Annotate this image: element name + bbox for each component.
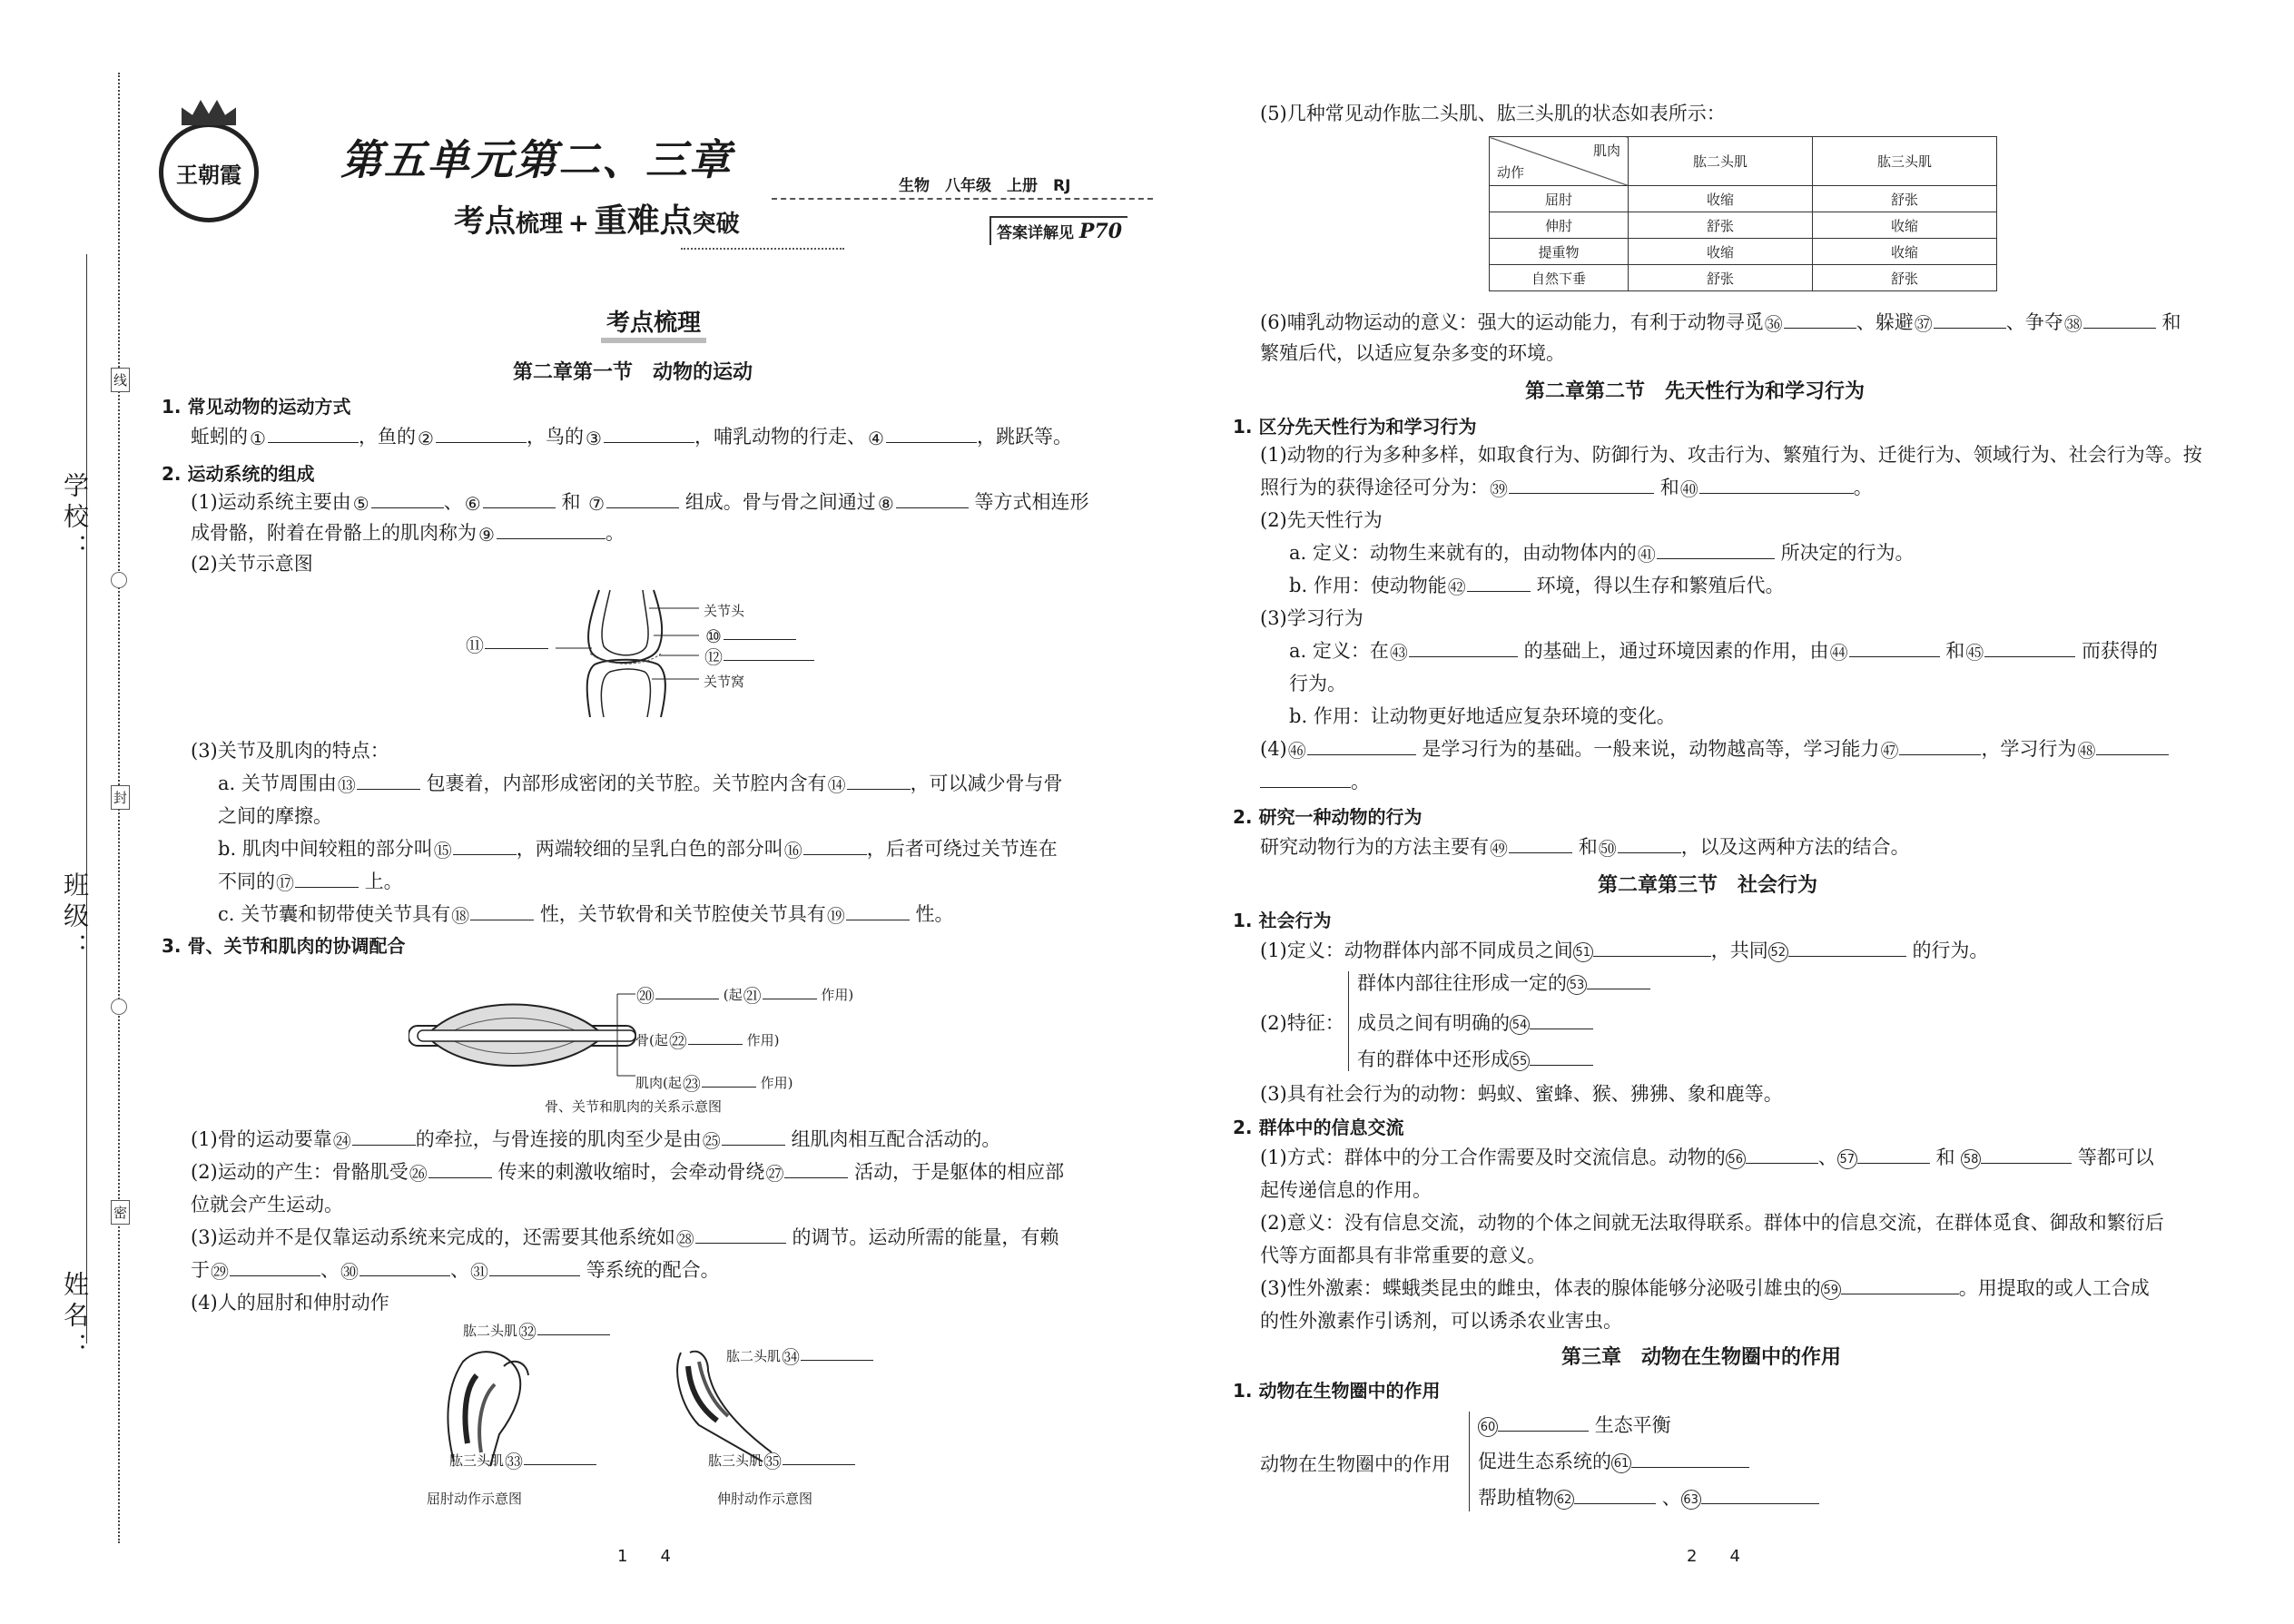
header-rule: [772, 198, 1153, 200]
heading-r3: 1. 社会行为: [1233, 910, 1332, 931]
muscle-state-table: 肌肉 动作 肱二头肌 肱三头肌 屈肘 收缩 舒张 伸肘 舒张 收缩 提重物 收缩 收缩 自然下垂 舒张 舒张: [1489, 136, 1997, 291]
answer-blank[interactable]: [606, 489, 679, 508]
answer-blank[interactable]: [1788, 938, 1906, 957]
brand-logo: [159, 123, 259, 222]
col-header: 肱三头肌: [1813, 137, 1997, 186]
answer-blank[interactable]: [688, 1031, 743, 1045]
answer-blank[interactable]: [886, 424, 977, 443]
answer-blank[interactable]: [470, 901, 534, 920]
divider-dots: [681, 248, 844, 250]
r-p6: (6)哺乳动物运动的意义：强大的运动能力，有利于动物寻觅㊱ 、躲避㊲ 、争夺㊳ 和: [1260, 311, 2181, 335]
q-line-3b: b. 肌肉中间较粗的部分叫⑮ ，两端较细的呈乳白色的部分叫⑯ ，后者可绕过关节连在: [218, 838, 1058, 861]
circled-number-icon: 56: [1726, 1149, 1746, 1169]
r-b3: (3)学习行为: [1260, 607, 1364, 629]
ornament-icon: [111, 572, 127, 588]
circled-number-icon: ㉘: [675, 1227, 694, 1250]
circled-number-icon: 60: [1478, 1417, 1498, 1437]
answer-blank[interactable]: [1981, 1145, 2072, 1164]
heading-1: 1. 常见动物的运动方式: [162, 396, 351, 418]
brace: [1469, 1412, 1475, 1511]
fig-label-20: ⑳ (起㉑ 作用): [636, 985, 854, 1007]
circled-number-icon: ㊳: [2063, 312, 2082, 335]
circled-number-icon: 54: [1510, 1015, 1530, 1035]
r-p5: (5)几种常见动作肱二头肌、肱三头肌的状态如表所示：: [1260, 103, 1726, 124]
brace: [1348, 971, 1354, 1071]
answer-blank[interactable]: [1618, 834, 1681, 853]
q-line-3c: c. 关节囊和韧带使关节具有⑱ 性，关节软骨和关节腔使关节具有⑲ 性。: [218, 903, 954, 927]
ext-caption: 伸肘动作示意图: [717, 1491, 813, 1507]
r-f-3: 帮助植物 62 、 63: [1478, 1484, 1819, 1511]
r-c1: 研究动物行为的方法主要有㊾ 和㊿ ，以及这两种方法的结合。: [1260, 836, 1910, 860]
q-line-2a: (1)运动系统主要由 ⑤ 、 ⑥ 和 ⑦ 组成。骨与骨之间通过 ⑧ 等方式相连形: [191, 491, 1089, 515]
circled-number-icon: ㉔: [332, 1129, 351, 1152]
page-number-left: 1 4: [617, 1547, 671, 1566]
answer-blank[interactable]: [352, 1127, 416, 1146]
answer-blank[interactable]: [359, 1257, 450, 1276]
answer-blank[interactable]: [604, 424, 694, 443]
joint-label-12: [704, 647, 814, 667]
school-label: 学校：: [60, 472, 90, 565]
circled-number-icon: 61: [1611, 1453, 1631, 1473]
answer-blank[interactable]: [655, 986, 719, 999]
circled-number-icon: ㊵: [1679, 477, 1698, 500]
answer-blank[interactable]: [784, 1159, 848, 1178]
name-label: 姓名：: [60, 1271, 90, 1363]
circled-number-icon: ⑥: [464, 492, 481, 515]
circled-number-icon: ⑤: [352, 492, 369, 515]
answer-blank[interactable]: [453, 836, 517, 855]
ext-triceps-label: 肱三头肌㉟: [708, 1451, 855, 1471]
answer-blank[interactable]: [1587, 970, 1650, 989]
q-line-3b2: 不同的⑰ 上。: [218, 871, 403, 894]
answer-blank[interactable]: [847, 771, 911, 790]
answer-blank[interactable]: [783, 1452, 855, 1465]
flex-triceps-label: 肱三头肌㉝: [449, 1451, 596, 1471]
circled-number-icon: ㊸: [1389, 641, 1408, 664]
circled-number-icon: ㊾: [1490, 837, 1508, 860]
heading-2: 2. 运动系统的组成: [162, 463, 315, 485]
r-d3: (3)具有社会行为的动物：蚂蚁、蜜蜂、猴、狒狒、象和鹿等。: [1260, 1083, 1783, 1105]
answer-blank[interactable]: [763, 986, 817, 999]
answer-blank[interactable]: [2096, 736, 2169, 755]
circled-number-icon: 53: [1567, 975, 1587, 995]
section-title: 考点梳理: [601, 304, 706, 343]
circled-number-icon: ②: [418, 427, 434, 449]
circled-number-icon: ㊺: [1965, 641, 1984, 664]
joint-label-head: 关节头: [704, 603, 745, 619]
answer-blank[interactable]: [846, 901, 910, 920]
circled-number-icon: ㊷: [1447, 576, 1466, 598]
circled-number-icon: ㊶: [1637, 543, 1656, 566]
r-b2b: b. 作用：使动物能㊷ 环境，得以生存和繁殖后代。: [1289, 575, 1785, 598]
answer-blank[interactable]: [896, 489, 969, 508]
circled-number-icon: ㉑: [743, 985, 762, 1007]
answer-blank[interactable]: [489, 1257, 580, 1276]
answer-blank[interactable]: [1260, 769, 1351, 788]
joint-label-10: [704, 626, 796, 646]
answer-blank[interactable]: [1699, 475, 1854, 494]
circled-number-icon: ㉟: [763, 1451, 783, 1472]
answer-blank[interactable]: [724, 647, 814, 661]
flex-biceps-label: 肱二头肌㉜: [463, 1321, 610, 1342]
answer-blank[interactable]: [702, 1074, 756, 1088]
chapter-heading: 第二章第一节 动物的运动: [513, 361, 753, 384]
r-f-1: 60 生态平衡: [1478, 1412, 1671, 1439]
answer-blank[interactable]: [1899, 736, 1981, 755]
joint-label-socket: 关节窝: [704, 674, 745, 690]
answer-blank[interactable]: [1498, 1412, 1589, 1432]
p-line-4: (4)人的屈肘和伸肘动作: [191, 1292, 389, 1314]
circled-number-icon: ⑧: [877, 492, 894, 515]
answer-blank[interactable]: [724, 626, 796, 640]
seal-seal-char: 封: [111, 785, 130, 810]
circled-number-icon: ⑱: [451, 904, 470, 927]
fig-label-22: 骨(起㉒ 作用): [635, 1030, 780, 1052]
r-d1: (1)定义：动物群体内部不同成员之间 51 ，共同 52 的行为。: [1260, 940, 1989, 961]
circled-number-icon: ①: [250, 427, 266, 449]
answer-blank[interactable]: [1657, 540, 1775, 559]
p-line-2b: 位就会产生运动。: [191, 1194, 343, 1216]
r-b4b: 。: [1260, 768, 1370, 795]
ornament-icon: [111, 999, 127, 1015]
seal-dense-char: 密: [111, 1200, 130, 1225]
answer-blank[interactable]: [428, 1159, 492, 1178]
answer-blank[interactable]: [1784, 310, 1856, 329]
answer-blank[interactable]: [801, 1347, 873, 1361]
circled-number-icon: ⑭: [827, 773, 846, 796]
answer-blank[interactable]: [230, 1257, 320, 1276]
circled-number-icon: ⑯: [783, 839, 802, 861]
answer-blank[interactable]: [1857, 1145, 1930, 1164]
r-d2-1: 群体内部往往形成一定的 53: [1357, 969, 1650, 997]
answer-blank[interactable]: [1509, 475, 1654, 494]
circled-number-icon: ㊼: [1880, 739, 1899, 762]
answer-blank[interactable]: [1530, 1010, 1593, 1029]
r-f-label: 动物在生物圈中的作用: [1260, 1453, 1451, 1475]
ext-biceps-label: 肱二头肌㉞: [726, 1346, 873, 1367]
answer-blank[interactable]: [485, 635, 548, 649]
circled-number-icon: ㊱: [1764, 312, 1783, 335]
answer-blank[interactable]: [1849, 638, 1940, 657]
circled-number-icon: ⑬: [337, 773, 356, 796]
table-row: 屈肘 收缩 舒张: [1490, 186, 1997, 212]
circled-number-icon: ⑩: [705, 625, 722, 647]
heading-r2: 2. 研究一种动物的行为: [1233, 806, 1423, 828]
bone-muscle-diagram: [409, 976, 645, 1085]
circled-number-icon: ㊿: [1598, 837, 1617, 860]
r-e2b: 代等方面都具有非常重要的意义。: [1260, 1245, 1546, 1266]
circled-number-icon: ㉚: [340, 1260, 359, 1283]
r-b2: (2)先天性行为: [1260, 509, 1383, 531]
circled-number-icon: ㊽: [2077, 739, 2096, 762]
r-d2-3: 有的群体中还形成 55: [1357, 1046, 1593, 1073]
circled-number-icon: ㉖: [409, 1162, 428, 1185]
answer-blank[interactable]: [1409, 638, 1518, 657]
r-b3b: b. 作用：让动物更好地适应复杂环境的变化。: [1289, 705, 1676, 727]
circled-number-icon: ㉜: [518, 1321, 537, 1343]
circled-number-icon: 57: [1837, 1149, 1857, 1169]
circled-number-icon: ⑪: [466, 635, 484, 656]
circled-number-icon: 63: [1681, 1490, 1701, 1510]
heading-3: 3. 骨、关节和肌肉的协调配合: [162, 935, 406, 957]
header-subtitle: 考点梳理 + 重难点突破: [454, 202, 740, 240]
answer-blank[interactable]: [1631, 1449, 1749, 1468]
answer-blank[interactable]: [1701, 1485, 1819, 1504]
answer-blank[interactable]: [722, 1127, 785, 1146]
r-b2a: a. 定义：动物生来就有的，由动物体内的㊶ 所决定的行为。: [1289, 542, 1915, 566]
joint-label-11: [465, 635, 548, 655]
circled-number-icon: ㊹: [1829, 641, 1848, 664]
answer-blank[interactable]: [497, 520, 605, 539]
r-d2-label: (2)特征：: [1260, 1012, 1344, 1034]
q-line-2c: (2)关节示意图: [191, 553, 313, 575]
answer-blank[interactable]: [1984, 638, 2075, 657]
circled-number-icon: ㊴: [1490, 477, 1508, 500]
circled-number-icon: ⑮: [433, 839, 452, 861]
class-label: 班级：: [60, 871, 90, 964]
answer-blank[interactable]: [537, 1322, 610, 1335]
circled-number-icon: ㊻: [1287, 739, 1306, 762]
r-b4: (4)㊻ 是学习行为的基础。一般来说，动物越高等，学习能力㊼ ，学习行为㊽: [1260, 735, 2169, 763]
circled-number-icon: 59: [1821, 1280, 1841, 1300]
r-b1b: 照行为的获得途径可分为：㊴ 和㊵ 。: [1260, 477, 1873, 500]
page-number-right: 2 4: [1687, 1547, 1740, 1566]
answer-blank[interactable]: [436, 424, 527, 443]
answer-blank[interactable]: [1934, 310, 2006, 329]
q-line-1: 蚯蚓的 ① ，鱼的 ② ，鸟的 ③ ，哺乳动物的行走、 ④ ，跳跃等。: [191, 426, 1072, 449]
circled-number-icon: ㉒: [668, 1030, 687, 1052]
crown-icon: [182, 100, 236, 125]
circled-number-icon: 55: [1510, 1051, 1530, 1071]
r-b1: (1)动物的行为多种多样，如取食行为、防御行为、攻击行为、繁殖行为、迁徙行为、领域行为、社会行为等。按: [1260, 444, 2202, 466]
answer-blank[interactable]: [803, 836, 867, 855]
answer-blank[interactable]: [295, 869, 359, 888]
chapter-heading-2: 第二章第二节 先天性行为和学习行为: [1525, 380, 1866, 403]
p-line-1: (1)骨的运动要靠㉔ 的牵拉，与骨连接的肌肉至少是由㉕ 组肌肉相互配合活动的。: [191, 1128, 1001, 1152]
q-line-3a2: 之间的摩擦。: [218, 805, 332, 827]
circled-number-icon: ⑫: [704, 646, 723, 668]
answer-blank[interactable]: [1307, 736, 1416, 755]
r-f-2: 促进生态系统的 61: [1478, 1448, 1749, 1475]
circled-number-icon: 58: [1961, 1149, 1981, 1169]
circled-number-icon: ⑳: [636, 985, 655, 1007]
heading-r5: 1. 动物在生物圈中的作用: [1233, 1380, 1441, 1402]
r-b3a: a. 定义：在㊸ 的基础上，通过环境因素的作用，由㊹ 和㊺ 而获得的: [1289, 640, 2158, 664]
flex-caption: 屈肘动作示意图: [427, 1491, 523, 1507]
seal-line-char: 线: [111, 368, 130, 392]
circled-number-icon: ㉕: [702, 1129, 721, 1152]
answer-blank[interactable]: [1746, 1145, 1818, 1164]
q-line-3a: a. 关节周围由⑬ 包裹着，内部形成密闭的关节腔。关节腔内含有⑭ ，可以减少骨与骨: [218, 773, 1063, 796]
circled-number-icon: ⑰: [276, 871, 294, 894]
circled-number-icon: ㉞: [782, 1346, 801, 1368]
circled-number-icon: ㉗: [765, 1162, 784, 1185]
answer-blank[interactable]: [483, 489, 556, 508]
circled-number-icon: 62: [1554, 1490, 1574, 1510]
answer-blank[interactable]: [1530, 1047, 1593, 1066]
unit-title: 第五单元第二、三章: [340, 135, 733, 184]
answer-blank[interactable]: [695, 1225, 786, 1244]
circled-number-icon: ⑲: [826, 904, 845, 927]
table-row: 自然下垂 舒张 舒张: [1490, 265, 1997, 291]
answer-blank[interactable]: [1574, 1485, 1656, 1504]
r-p6b: 繁殖后代，以适应复杂多变的环境。: [1260, 342, 1565, 364]
p-line-3: (3)运动并不是仅靠运动系统来完成的，还需要其他系统如㉘ 的调节。运动所需的能量，有赖: [191, 1226, 1059, 1250]
circled-number-icon: 52: [1768, 942, 1788, 962]
chapter-heading-3: 第二章第三节 社会行为: [1598, 874, 1818, 897]
p-line-3b: 于㉙ 、㉚ 、㉛ 等系统的配合。: [191, 1259, 720, 1283]
r-e3: (3)性外激素：蝶蛾类昆虫的雌虫，体表的腺体能够分泌吸引雄虫的 59 。用提取的或人工合成: [1260, 1277, 2150, 1299]
r-e3b: 的性外激素作引诱剂，可以诱杀农业害虫。: [1260, 1310, 1622, 1332]
heading-r4: 2. 群体中的信息交流: [1233, 1117, 1404, 1138]
course-label: 生物 八年级 上册 RJ: [899, 177, 1071, 195]
circled-number-icon: ⑦: [588, 492, 605, 515]
circled-number-icon: ㉛: [470, 1260, 488, 1283]
r-b3a2: 行为。: [1289, 673, 1346, 694]
answer-blank[interactable]: [268, 424, 359, 443]
answer-blank[interactable]: [1509, 834, 1572, 853]
q-line-2b: 成骨骼，附着在骨骼上的肌肉称为 ⑨ 。: [191, 522, 625, 546]
answer-blank[interactable]: [357, 771, 420, 790]
circled-number-icon: ⑨: [478, 523, 495, 546]
circled-number-icon: ㉙: [211, 1260, 229, 1283]
answer-blank[interactable]: [1841, 1275, 1959, 1294]
answer-blank[interactable]: [1467, 573, 1531, 592]
answer-blank[interactable]: [2083, 310, 2156, 329]
circled-number-icon: ㊲: [1914, 312, 1933, 335]
table-row: 提重物 收缩 收缩: [1490, 239, 1997, 265]
r-e1: (1)方式：群体中的分工合作需要及时交流信息。动物的 56 、 57 和 58 等都可以: [1260, 1147, 2154, 1168]
col-header: 肱二头肌: [1629, 137, 1813, 186]
fig-caption: 骨、关节和肌肉的关系示意图: [545, 1098, 723, 1115]
r-e2: (2)意义：没有信息交流，动物的个体之间就无法取得联系。群体中的信息交流，在群体觅食、御敌和繁衍后: [1260, 1212, 2164, 1234]
q-line-3: (3)关节及肌肉的特点：: [191, 740, 389, 762]
answer-note: 答案详解见 P70: [989, 216, 1127, 245]
table-row: 伸肘 舒张 收缩: [1490, 212, 1997, 239]
r-e1b: 起传递信息的作用。: [1260, 1179, 1432, 1201]
r-d2-2: 成员之间有明确的 54: [1357, 1009, 1593, 1037]
logo-text: 王朝霞: [176, 161, 241, 188]
chapter-heading-4: 第三章 动物在生物圈中的作用: [1561, 1346, 1842, 1369]
answer-blank[interactable]: [1593, 938, 1711, 957]
p-line-2: (2)运动的产生：骨骼肌受㉖ 传来的刺激收缩时，会牵动骨绕㉗ 活动，于是躯体的相应部: [191, 1161, 1065, 1185]
heading-r1: 1. 区分先天性行为和学习行为: [1233, 416, 1477, 438]
circled-number-icon: ③: [586, 427, 602, 449]
circled-number-icon: ④: [868, 427, 884, 449]
fig-label-23: 肌肉(起㉓ 作用): [635, 1073, 793, 1095]
circled-number-icon: ㉝: [505, 1451, 524, 1472]
circled-number-icon: 51: [1573, 942, 1593, 962]
circled-number-icon: ㉓: [682, 1073, 701, 1095]
answer-blank[interactable]: [524, 1452, 596, 1465]
answer-blank[interactable]: [371, 489, 444, 508]
